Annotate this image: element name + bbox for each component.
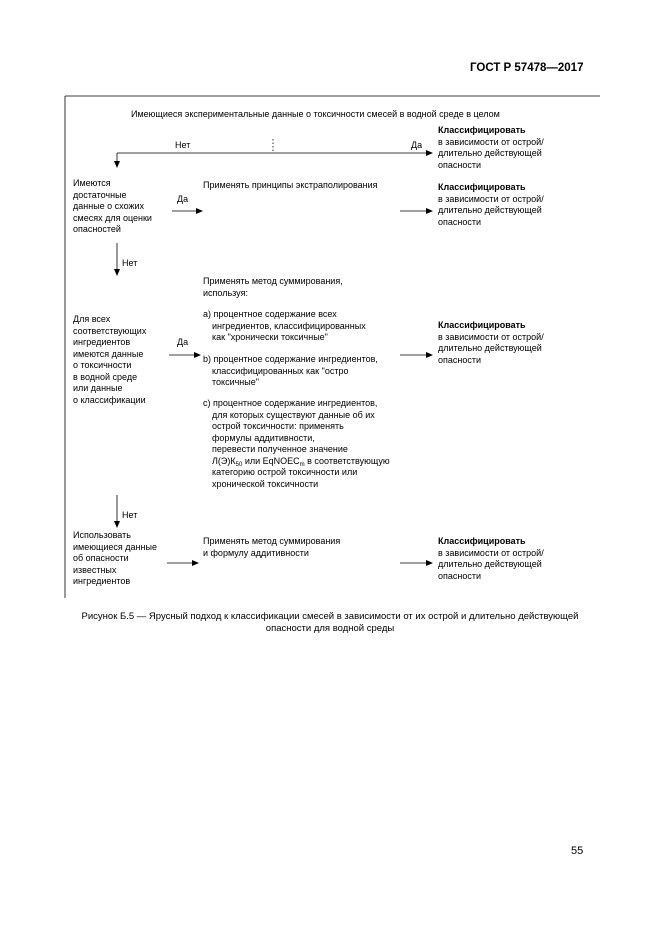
condition-line: имеющиеся данные xyxy=(73,541,157,552)
classify-label: Классифицировать xyxy=(438,320,526,330)
step1-condition xyxy=(73,178,152,236)
step2-item-a xyxy=(203,309,366,344)
formula-text: или EqNOEC xyxy=(242,455,300,466)
page-number: 55 xyxy=(571,845,584,857)
condition-line: данные о схожих xyxy=(73,201,145,211)
item-line: b) процентное содержание ингредиентов, xyxy=(203,354,378,364)
condition-line: Имеются xyxy=(73,178,111,188)
item-line: a) процентное содержание всех xyxy=(203,309,337,319)
step2-yes-label: Да xyxy=(177,337,189,347)
caption-line: опасности для водной среды xyxy=(265,623,395,634)
step2-item-b xyxy=(203,354,378,389)
step3-condition xyxy=(73,530,157,588)
formula-subscript: 50 xyxy=(235,461,243,468)
condition-line: Для всех xyxy=(73,314,111,324)
condition-line: ингредиентов xyxy=(73,576,131,586)
condition-line: имеются данные xyxy=(73,348,144,359)
item-line: хронической токсичности xyxy=(212,478,319,489)
condition-line: известных xyxy=(73,564,117,575)
top-yes-label: Да xyxy=(411,140,423,150)
classify-label: Классифицировать xyxy=(438,536,526,546)
result-block-step1 xyxy=(438,182,544,228)
step2-no-label: Нет xyxy=(122,510,138,520)
caption-line: Рисунок Б.5 — Ярусный подход к классификации смесей в зависимости от их острой и длительно действующей xyxy=(81,611,579,622)
classify-line: длительно действующей xyxy=(438,205,542,215)
action-line: Применять метод суммирования, xyxy=(203,276,343,286)
classify-line: в зависимости от острой/ xyxy=(438,547,544,558)
item-line: категорию острой токсичности или xyxy=(212,467,358,477)
condition-line: ингредиентов xyxy=(73,337,131,347)
classify-label: Классифицировать xyxy=(438,125,526,135)
classify-line: в зависимости от острой/ xyxy=(438,193,544,204)
classify-label: Классифицировать xyxy=(438,182,526,192)
result-block-top xyxy=(438,125,544,171)
classify-line: длительно действующей xyxy=(438,559,542,569)
step2-action-intro xyxy=(203,276,343,299)
item-line: перевести полученное значение xyxy=(212,444,348,454)
formula-text: Л(Э)К xyxy=(212,455,236,466)
item-line: классифицированных как "остро xyxy=(212,365,349,376)
item-line: как "хронически токсичные" xyxy=(212,332,328,342)
classify-line: опасности xyxy=(438,354,482,365)
formula-subscript: m xyxy=(299,461,305,468)
step2-condition xyxy=(73,314,146,406)
condition-line: в водной среде xyxy=(73,371,138,382)
step1-yes-label: Да xyxy=(177,194,189,204)
condition-line: соответствующих xyxy=(73,325,147,336)
figure-caption xyxy=(30,611,630,635)
item-line: острой токсичности: применять xyxy=(212,421,344,431)
step1-no-label: Нет xyxy=(122,258,138,268)
document-number: ГОСТ Р 57478—2017 xyxy=(470,62,584,74)
formula-text: в соответствующую xyxy=(304,455,390,466)
condition-line: о классификации xyxy=(73,394,146,405)
result-block-step3 xyxy=(438,536,544,582)
top-question: Имеющиеся экспериментальные данные о токсичности смесей в водной среде в целом xyxy=(131,109,500,119)
condition-line: опасностей xyxy=(73,224,121,234)
item-formula-line xyxy=(203,456,390,468)
condition-line: или данные xyxy=(73,383,123,393)
condition-line: Использовать xyxy=(73,530,131,540)
classify-line: длительно действующей xyxy=(438,343,542,353)
action-line: и формулу аддитивности xyxy=(203,547,309,558)
classify-line: опасности xyxy=(438,159,482,170)
condition-line: об опасности xyxy=(73,553,129,563)
item-line: ингредиентов, классифицированных xyxy=(212,320,366,331)
action-line: используя: xyxy=(203,287,248,298)
item-line: c) процентное содержание ингредиентов, xyxy=(203,398,378,408)
item-line: для которых существуют данные об их xyxy=(212,409,375,420)
item-line: формулы аддитивности, xyxy=(212,432,315,443)
result-block-step2 xyxy=(438,320,544,366)
classify-line: в зависимости от острой/ xyxy=(438,331,544,342)
condition-line: о токсичности xyxy=(73,360,132,370)
step1-action: Применять принципы экстраполирования xyxy=(203,180,378,190)
item-line: токсичные" xyxy=(212,377,259,387)
classify-line: в зависимости от острой/ xyxy=(438,136,544,147)
step3-action xyxy=(203,536,340,559)
classify-line: опасности xyxy=(438,216,482,227)
condition-line: смесях для оценки xyxy=(73,212,152,223)
classify-line: длительно действующей xyxy=(438,148,542,158)
classify-line: опасности xyxy=(438,570,482,581)
step2-item-c xyxy=(203,398,390,490)
action-line: Применять метод суммирования xyxy=(203,536,341,546)
condition-line: достаточные xyxy=(73,189,127,200)
top-no-label: Нет xyxy=(175,140,191,150)
